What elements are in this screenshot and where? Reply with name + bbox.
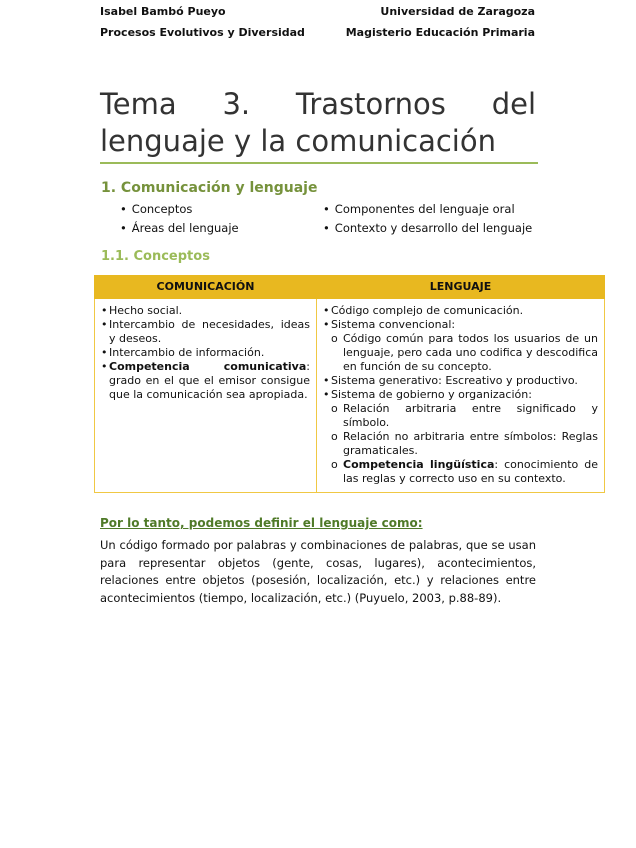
list-item: • Sistema generativo: Escreativo y productivo. xyxy=(323,374,598,388)
list-item: • Contexto y desarrollo del lenguaje xyxy=(323,221,533,235)
header-subject: Procesos Evolutivos y Diversidad xyxy=(100,26,305,39)
bullet-icon: • xyxy=(120,221,127,235)
bullet-icon: • xyxy=(323,221,330,235)
bullet-icon: • xyxy=(120,202,127,216)
concepts-table xyxy=(94,275,605,493)
list-item: • Sistema de gobierno y organización: xyxy=(323,388,598,402)
list-item: • Componentes del lenguaje oral xyxy=(323,202,515,216)
list-item: • Competencia comunicativa: grado en el que el emisor consigue que la comunicación sea apropiada. xyxy=(101,360,310,402)
title-word: Tema xyxy=(100,87,177,121)
conclusion-paragraph: Un código formado por palabras y combinaciones de palabras, que se usan para representar objetos (gente, cosas, lugares), acontecimientos, relaciones entre objetos (posesión, localización, etc.) y relaciones entre acontecimientos (tiempo, localización, etc.) (Puyuelo, 2003, p.88-89). xyxy=(100,538,536,605)
list-item: • Intercambio de información. xyxy=(101,346,310,360)
title-word: del xyxy=(491,87,536,121)
title-word: Trastornos xyxy=(295,87,446,121)
page-title xyxy=(100,86,536,160)
subsection-heading: 1.1. Conceptos xyxy=(101,249,210,264)
section-heading: 1. Comunicación y lenguaje xyxy=(101,180,318,196)
title-word: 3. xyxy=(222,87,251,121)
table-header-row xyxy=(95,276,605,299)
list-item: • Conceptos xyxy=(120,202,193,216)
list-item: • Código complejo de comunicación. xyxy=(323,304,598,318)
header-author: Isabel Bambó Pueyo xyxy=(100,5,226,18)
sub-list-item: o Código común para todos los usuarios de un lenguaje, pero cada uno codifica y descodifica en función de su concepto. xyxy=(331,332,598,374)
sub-list-item: o Relación arbitraria entre significado y símbolo. xyxy=(331,402,598,430)
table-header-lenguaje: LENGUAJE xyxy=(317,276,605,299)
conclusion-heading: Por lo tanto, podemos definir el lenguaje como: xyxy=(100,516,423,530)
title-line-2: lenguaje y la comunicación xyxy=(100,124,496,158)
sub-list-item: o Competencia lingüística: conocimiento de las reglas y correcto uso en su contexto. xyxy=(331,458,598,486)
table-header-comunicacion: COMUNICACIÓN xyxy=(95,276,317,299)
list-item: • Hecho social. xyxy=(101,304,310,318)
cell-comunicacion xyxy=(95,299,317,493)
sub-list-item: o Relación no arbitraria entre símbolos: Reglas gramaticales. xyxy=(331,430,598,458)
list-item: • Sistema convencional: xyxy=(323,318,598,332)
bullet-icon: • xyxy=(323,202,330,216)
header-degree: Magisterio Educación Primaria xyxy=(345,26,535,39)
table-row xyxy=(95,299,605,493)
title-rule xyxy=(100,162,538,164)
cell-lenguaje xyxy=(317,299,605,493)
list-item: • Áreas del lenguaje xyxy=(120,221,239,235)
title-line-1 xyxy=(100,86,536,123)
list-item: • Intercambio de necesidades, ideas y deseos. xyxy=(101,318,310,346)
header-university: Universidad de Zaragoza xyxy=(380,5,535,18)
